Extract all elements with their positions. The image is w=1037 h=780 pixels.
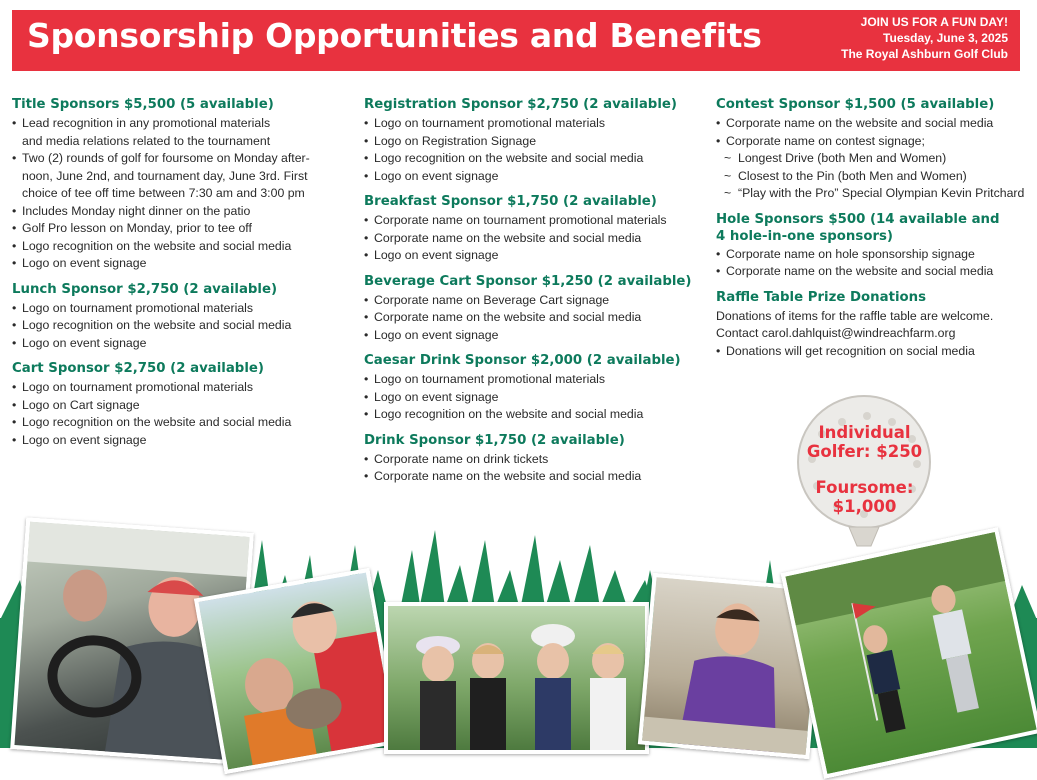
heading-line: 4 hole-in-one sponsors) xyxy=(716,228,894,244)
price-line: $1,000 xyxy=(832,497,897,516)
list-item: • Corporate name on Beverage Cart signage xyxy=(364,292,709,310)
section-heading: Raffle Table Prize Donations xyxy=(716,289,927,305)
list-item: • Logo recognition on the website and social media xyxy=(364,150,709,168)
list-item: • Logo on tournament promotional materials xyxy=(12,379,357,397)
section-heading: Beverage Cart Sponsor $1,250 (2 available) xyxy=(364,273,692,289)
list-item: • Logo on event signage xyxy=(364,168,709,186)
section-heading: Cart Sponsor $2,750 (2 available) xyxy=(12,361,264,376)
list-item-continued: noon, June 2nd, and tournament day, June 3rd. First xyxy=(22,168,308,183)
cart-sponsor-section xyxy=(12,360,357,449)
list-item: • Logo on event signage xyxy=(12,255,357,273)
list-item: • Includes Monday night dinner on the patio xyxy=(12,203,357,221)
raffle-text: Donations of items for the raffle table are welcome. xyxy=(716,308,994,323)
list-item: • Corporate name on hole sponsorship signage xyxy=(716,246,1031,264)
column-middle xyxy=(364,96,709,494)
photo-group-hats xyxy=(384,602,649,754)
list-item: • Logo recognition on the website and social media xyxy=(12,414,357,432)
list-item: • Logo on event signage xyxy=(12,335,357,353)
event-info xyxy=(841,14,1008,62)
section-heading xyxy=(716,211,1031,245)
section-heading: Caesar Drink Sponsor $2,000 (2 available) xyxy=(364,353,681,368)
benefit-list xyxy=(364,212,709,265)
list-item: • Corporate name on tournament promotional materials xyxy=(364,212,709,230)
list-item: • Golf Pro lesson on Monday, prior to tee off xyxy=(12,220,357,238)
list-item: • Corporate name on contest signage; xyxy=(716,133,1031,151)
list-item: • Logo on event signage xyxy=(364,247,709,265)
section-heading: Lunch Sponsor $2,750 (2 available) xyxy=(12,281,278,297)
caesar-drink-sponsor-section xyxy=(364,352,709,424)
heading-line: Hole Sponsors $500 (14 available and xyxy=(716,211,1000,227)
list-item: • Logo on tournament promotional materials xyxy=(364,371,709,389)
photo-golfers-green xyxy=(781,527,1037,779)
section-heading: Drink Sponsor $1,750 (2 available) xyxy=(364,432,625,448)
price-line: Golfer: $250 xyxy=(806,442,923,461)
column-right xyxy=(716,96,1031,368)
section-heading: Registration Sponsor $2,750 (2 available) xyxy=(364,97,677,112)
benefit-list xyxy=(716,115,1031,203)
benefit-list xyxy=(364,292,709,345)
list-item-continued: and media relations related to the tournament xyxy=(22,133,271,148)
event-tagline: JOIN US FOR A FUN DAY! xyxy=(860,15,1008,29)
raffle-section xyxy=(716,289,1031,361)
raffle-contact: Contact carol.dahlquist@windreachfarm.org xyxy=(716,326,956,340)
price-line: Foursome: xyxy=(815,478,914,497)
list-item: • Logo recognition on the website and social media xyxy=(12,238,357,256)
column-left xyxy=(12,96,357,457)
list-item: • Logo on tournament promotional materials xyxy=(12,300,357,318)
sub-list-item: ~ Longest Drive (both Men and Women) xyxy=(716,150,1031,168)
list-item: • Corporate name on the website and social media xyxy=(364,309,709,327)
list-item: • Logo on Registration Signage xyxy=(364,133,709,151)
list-item: • Logo recognition on the website and social media xyxy=(12,317,357,335)
section-heading: Contest Sponsor $1,500 (5 available) xyxy=(716,97,995,112)
list-item: • Corporate name on drink tickets xyxy=(364,451,709,469)
lunch-sponsor-section xyxy=(12,281,357,353)
list-item: • Lead recognition in any promotional materials xyxy=(12,115,357,133)
section-heading: Title Sponsors $5,500 (5 available) xyxy=(12,97,274,112)
list-item: • Logo on tournament promotional materials xyxy=(364,115,709,133)
dog-hug-illustration xyxy=(199,571,401,774)
individual-price xyxy=(787,423,942,461)
benefit-list xyxy=(364,451,709,486)
list-item: • Corporate name on the website and social media xyxy=(716,263,1031,281)
group-illustration xyxy=(388,606,649,754)
golf-ball-icon xyxy=(787,394,942,549)
beverage-cart-sponsor-section xyxy=(364,273,709,345)
list-item: • Logo recognition on the website and social media xyxy=(364,406,709,424)
list-item-continued: choice of tee off time between 7:30 am and 3:00 pm xyxy=(22,186,305,200)
foursome-price xyxy=(787,478,942,516)
title-sponsor-section xyxy=(12,96,357,273)
section-heading: Breakfast Sponsor $1,750 (2 available) xyxy=(364,194,657,209)
golfers-illustration xyxy=(785,530,1037,778)
photo-dog-hug xyxy=(194,568,400,774)
breakfast-sponsor-section xyxy=(364,193,709,265)
page-title: Sponsorship Opportunities and Benefits xyxy=(27,16,762,55)
hole-sponsor-section xyxy=(716,211,1031,281)
header-banner xyxy=(12,10,1020,71)
price-line: Individual xyxy=(818,423,911,442)
list-item: • Logo on Cart signage xyxy=(12,397,357,415)
contest-sponsor-section xyxy=(716,96,1031,203)
list-item: • Logo on event signage xyxy=(364,327,709,345)
list-item: • Donations will get recognition on social media xyxy=(716,343,1031,361)
list-item: • Corporate name on the website and social media xyxy=(364,230,709,248)
sub-list-item: ~ Closest to the Pin (both Men and Women) xyxy=(716,168,1031,186)
benefit-list xyxy=(364,371,709,424)
drink-sponsor-section xyxy=(364,432,709,486)
event-venue: The Royal Ashburn Golf Club xyxy=(841,47,1008,61)
list-item: • Logo on event signage xyxy=(364,389,709,407)
benefit-list xyxy=(716,343,1031,361)
benefit-list xyxy=(12,115,357,273)
sub-list-item: ~ “Play with the Pro” Special Olympian Kevin Pritchard xyxy=(716,185,1031,203)
benefit-list xyxy=(716,246,1031,281)
list-item: • Logo on event signage xyxy=(12,432,357,450)
benefit-list xyxy=(364,115,709,185)
benefit-list xyxy=(12,379,357,449)
benefit-list xyxy=(12,300,357,353)
list-item: • Two (2) rounds of golf for foursome on Monday after- xyxy=(12,150,357,168)
list-item: • Corporate name on the website and social media xyxy=(716,115,1031,133)
registration-sponsor-section xyxy=(364,96,709,185)
list-item: • Corporate name on the website and social media xyxy=(364,468,709,486)
event-date: Tuesday, June 3, 2025 xyxy=(883,31,1008,45)
